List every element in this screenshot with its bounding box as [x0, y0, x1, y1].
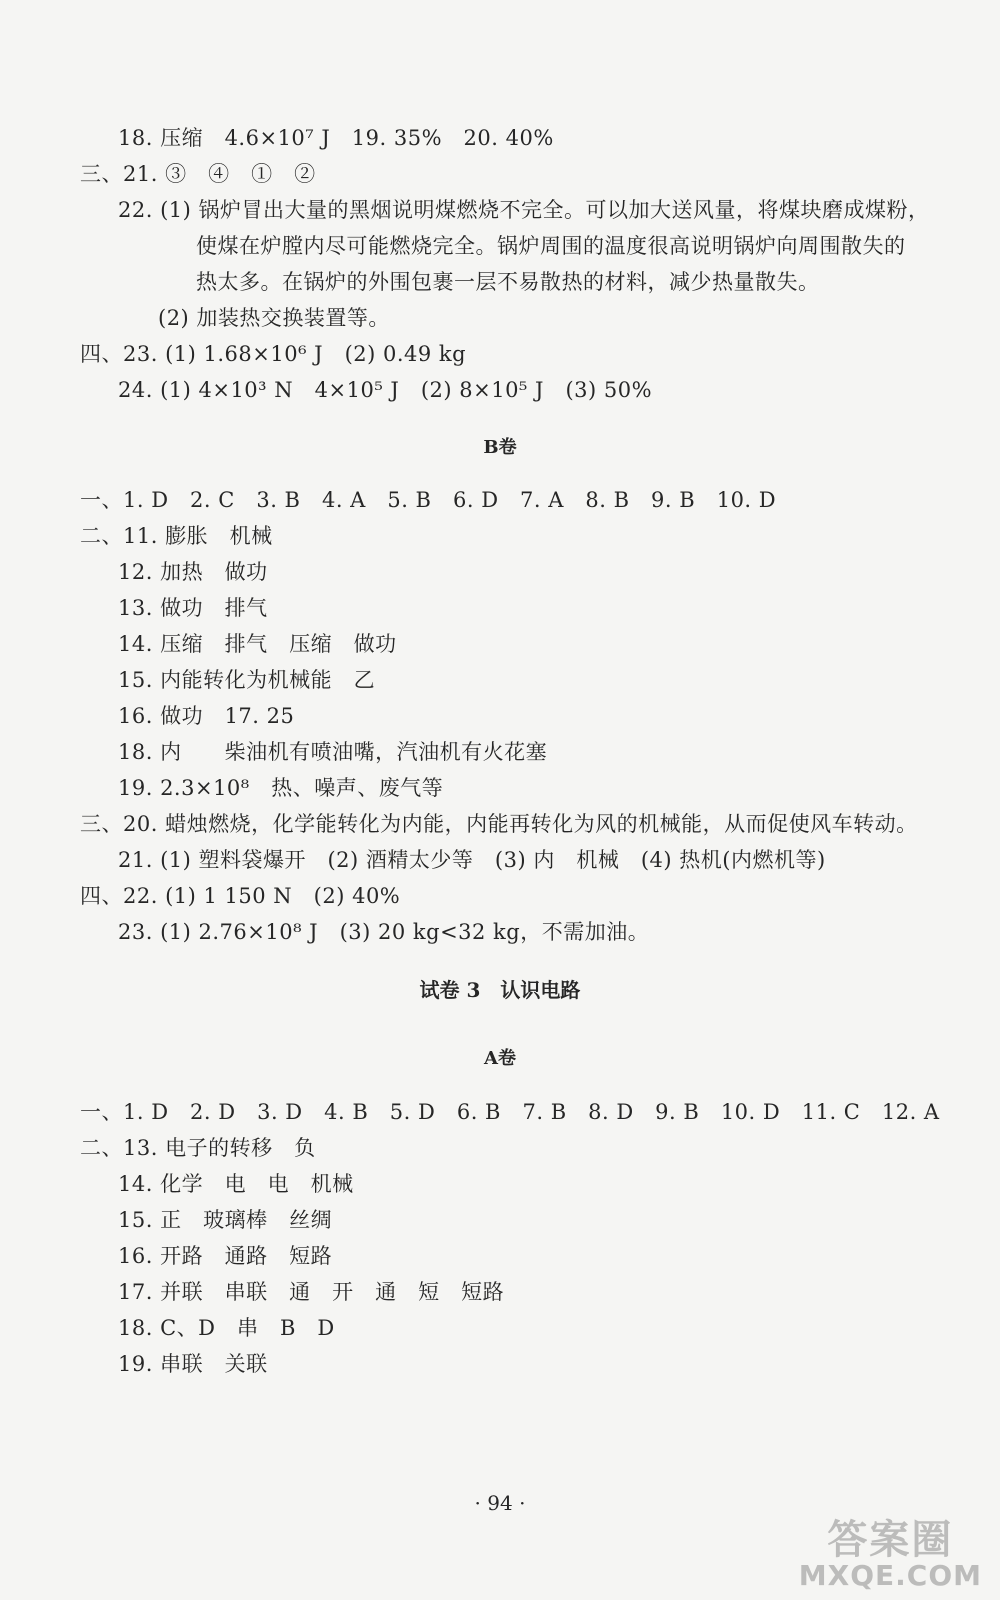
answer-line-b-19: 19. 2.3×10⁸ 热、噪声、废气等 [118, 776, 444, 800]
answer-line-a-17: 17. 并联 串联 通 开 通 短 短路 [118, 1280, 505, 1304]
answer-line-22-2: (2) 加装热交换装置等。 [158, 306, 390, 330]
answer-line-22-cont-1: 使煤在炉膛内尽可能燃烧完全。锅炉周围的温度很高说明锅炉向周围散失的 [196, 234, 906, 258]
answer-line-b-14: 14. 压缩 排气 压缩 做功 [118, 632, 397, 656]
answer-line-b-15: 15. 内能转化为机械能 乙 [118, 668, 376, 692]
answer-line-a-15: 15. 正 玻璃棒 丝绸 [118, 1208, 333, 1232]
answer-line-a-13: 二、13. 电子的转移 负 [80, 1136, 316, 1160]
answer-line-b-22: 四、22. (1) 1 150 N (2) 40% [80, 884, 401, 908]
answer-line-24: 24. (1) 4×10³ N 4×10⁵ J (2) 8×10⁵ J (3) 50% [118, 378, 653, 402]
watermark-url: MXQE.COM [798, 1559, 982, 1592]
answer-line-a-14: 14. 化学 电 电 机械 [118, 1172, 354, 1196]
answer-line-a-16: 16. 开路 通路 短路 [118, 1244, 333, 1268]
answer-line-a-1: 一、1. D 2. D 3. D 4. B 5. D 6. B 7. B 8. D 9. B 10. D 11. C 12. A [80, 1100, 940, 1124]
answer-line-22-cont-2: 热太多。在锅炉的外围包裹一层不易散热的材料，减少热量散失。 [196, 270, 820, 294]
answer-line-a-19: 19. 串联 关联 [118, 1352, 268, 1376]
answer-line-b-1: 一、1. D 2. C 3. B 4. A 5. B 6. D 7. A 8. B 9. B 10. D [80, 488, 777, 512]
section-heading-a: A卷 [484, 1048, 516, 1069]
watermark-logo: 答案圈 [827, 1517, 954, 1563]
paper-title: 试卷 3 认识电路 [419, 978, 581, 1002]
answer-line-23: 四、23. (1) 1.68×10⁶ J (2) 0.49 kg [80, 342, 467, 366]
answer-line-b-16: 16. 做功 17. 25 [118, 704, 295, 728]
answer-line-18: 18. 压缩 4.6×10⁷ J 19. 35% 20. 40% [118, 126, 554, 150]
answer-line-b-20: 三、20. 蜡烛燃烧，化学能转化为内能，内能再转化为风的机械能，从而促使风车转动。 [80, 812, 918, 836]
answer-line-a-18: 18. C、D 串 B D [118, 1316, 335, 1340]
page-number: · 94 · [474, 1491, 526, 1515]
watermark [799, 1518, 982, 1590]
answer-line-b-13: 13. 做功 排气 [118, 596, 268, 620]
answer-line-b-21: 21. (1) 塑料袋爆开 (2) 酒精太少等 (3) 内 机械 (4) 热机(内燃机等) [118, 848, 826, 872]
answer-line-21: 三、21. ③ ④ ① ② [80, 162, 316, 186]
answer-line-b-18: 18. 内 柴油机有喷油嘴，汽油机有火花塞 [118, 740, 548, 764]
answer-line-b-11: 二、11. 膨胀 机械 [80, 524, 273, 548]
answer-line-b-23: 23. (1) 2.76×10⁸ J (3) 20 kg<32 kg，不需加油。 [118, 920, 650, 944]
answer-line-b-12: 12. 加热 做功 [118, 560, 268, 584]
answer-line-22: 22. (1) 锅炉冒出大量的黑烟说明煤燃烧不完全。可以加大送风量，将煤块磨成煤粉， [118, 198, 930, 222]
section-heading-b: B卷 [483, 437, 517, 458]
